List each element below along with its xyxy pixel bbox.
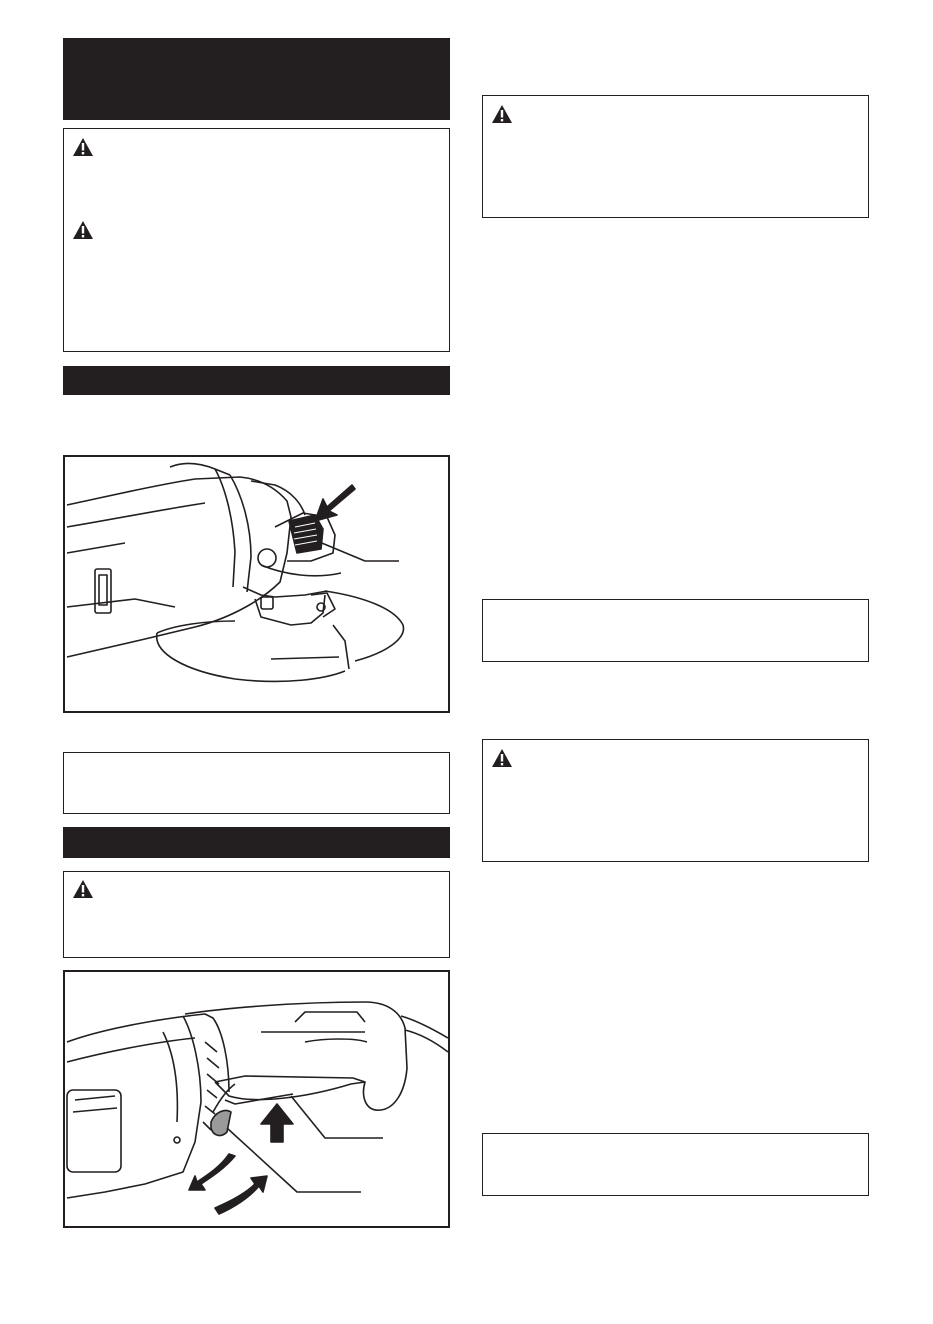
note-box-shaft-lock <box>63 752 450 814</box>
curved-arrows-icon <box>189 1154 235 1190</box>
switch-action-figure <box>63 970 450 1228</box>
warning-triangle-icon <box>72 137 94 157</box>
caution-box-right-2 <box>482 739 869 862</box>
curved-arrows-icon <box>215 1176 267 1214</box>
warning-triangle-icon <box>491 104 513 124</box>
caution-box-right-1 <box>482 95 869 218</box>
section-header-functional-description <box>63 38 450 120</box>
warning-triangle-icon <box>72 220 94 240</box>
callout-line-shaft-lock <box>317 541 399 561</box>
section-header-switch-action <box>63 827 450 858</box>
note-box-right-1 <box>482 599 869 662</box>
caution-box-power-check <box>63 128 450 352</box>
arrow-up-icon <box>261 1104 293 1142</box>
arrow-down-left-icon <box>315 485 355 521</box>
caution-box-switch-action <box>63 871 450 958</box>
switch-trigger <box>215 1082 365 1104</box>
note-box-right-2 <box>482 1133 869 1196</box>
warning-triangle-icon <box>72 879 94 899</box>
shaft-lock-figure <box>63 455 450 713</box>
section-header-shaft-lock <box>63 366 450 395</box>
warning-triangle-icon <box>491 748 513 768</box>
callout-line-trigger <box>291 1096 383 1138</box>
